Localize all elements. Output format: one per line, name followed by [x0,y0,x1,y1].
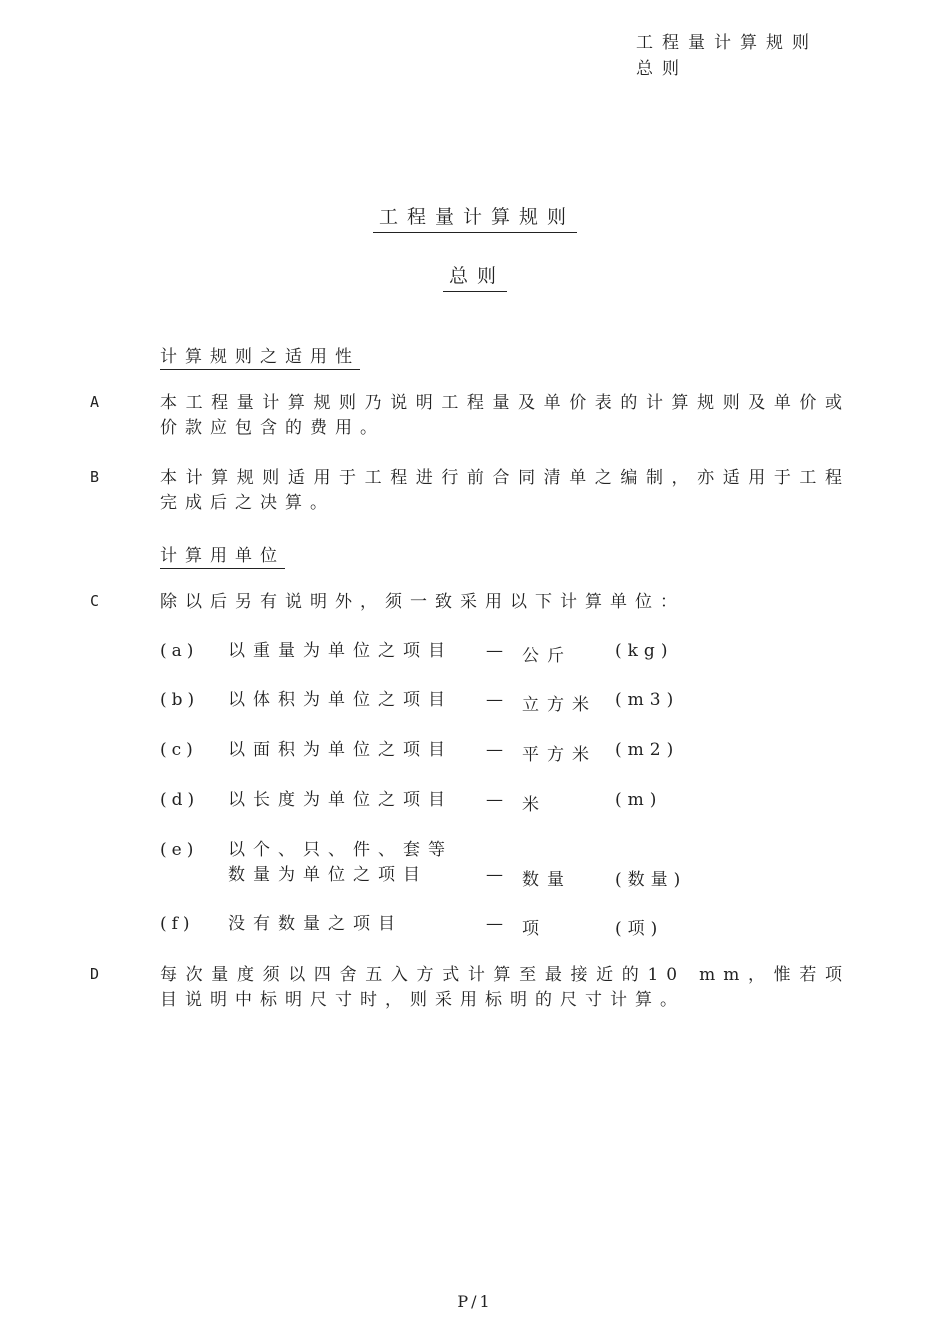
section-heading-units [160,541,285,569]
paragraph-b-text: 本计算规则适用于工程进行前合同清单之编制，亦适用于工程完成后之决算。 [160,468,850,513]
unit-row-name: 公斤 [522,646,572,666]
document-title-text: 工程量计算规则 [373,202,577,233]
document-subtitle-text: 总则 [443,261,507,292]
paragraph-d-letter: D [90,965,100,983]
unit-row-c [0,740,950,790]
document-subtitle [0,261,950,292]
unit-row-label: (f) [160,914,195,934]
section-heading-applicability [160,342,360,370]
unit-row-name: 米 [522,795,547,815]
unit-row-name: 数量 [522,870,572,890]
unit-row-a [0,641,950,691]
document-title [0,202,950,233]
paragraph-a-letter: A [90,393,100,411]
unit-row-label: (a) [160,641,199,661]
paragraph-d-text: 每次量度须以四舍五入方式计算至最接近的10 mm，惟若项目说明中标明尺寸时，则采用标明的尺寸计算。 [160,965,850,1010]
paragraph-c-letter: C [90,592,100,610]
unit-row-desc: 以长度为单位之项目 [228,790,453,810]
section-heading-units-text: 计算用单位 [160,541,285,569]
unit-row-desc: 以重量为单位之项目 [228,641,453,661]
unit-row-dash: — [486,790,503,810]
running-header [636,30,818,82]
unit-row-symbol: (m2) [615,740,680,760]
paragraph-a-text: 本工程量计算规则乃说明工程量及单价表的计算规则及单价或价款应包含的费用。 [160,393,850,438]
unit-row-e [0,840,950,900]
unit-row-desc: 以体积为单位之项目 [228,690,453,710]
unit-row-desc: 没有数量之项目 [228,914,403,934]
unit-row-label: (b) [160,690,200,710]
unit-row-dash: — [486,865,503,885]
unit-row-desc-line1: 以个、只、件、套等 [228,840,453,860]
unit-row-symbol: (m3) [615,690,680,710]
unit-row-desc: 以面积为单位之项目 [228,740,453,760]
unit-row-f [0,914,950,964]
unit-row-dash: — [486,690,503,710]
unit-row-symbol: (kg) [615,641,674,661]
unit-row-symbol: (m) [615,790,663,810]
unit-row-d [0,790,950,840]
unit-row-b [0,690,950,740]
unit-row-name: 立方米 [522,695,597,715]
unit-row-desc-line2: 数量为单位之项目 [228,865,428,885]
page-number: P/1 [457,1292,493,1311]
unit-row-name: 平方米 [522,745,597,765]
paragraph-c-text: 除以后另有说明外，须一致采用以下计算单位： [160,592,685,612]
section-heading-applicability-text: 计算规则之适用性 [160,342,360,370]
paragraph-b-letter: B [90,468,100,486]
unit-row-symbol: (数量) [615,870,687,890]
unit-row-dash: — [486,641,503,661]
unit-row-symbol: (项) [615,919,664,939]
unit-row-name: 项 [522,919,547,939]
unit-row-label: (e) [160,840,199,860]
running-header-section: 总则 [636,59,688,79]
unit-row-dash: — [486,740,503,760]
unit-row-dash: — [486,914,503,934]
running-header-title: 工程量计算规则 [636,33,818,53]
unit-row-label: (c) [160,740,198,760]
unit-row-label: (d) [160,790,200,810]
